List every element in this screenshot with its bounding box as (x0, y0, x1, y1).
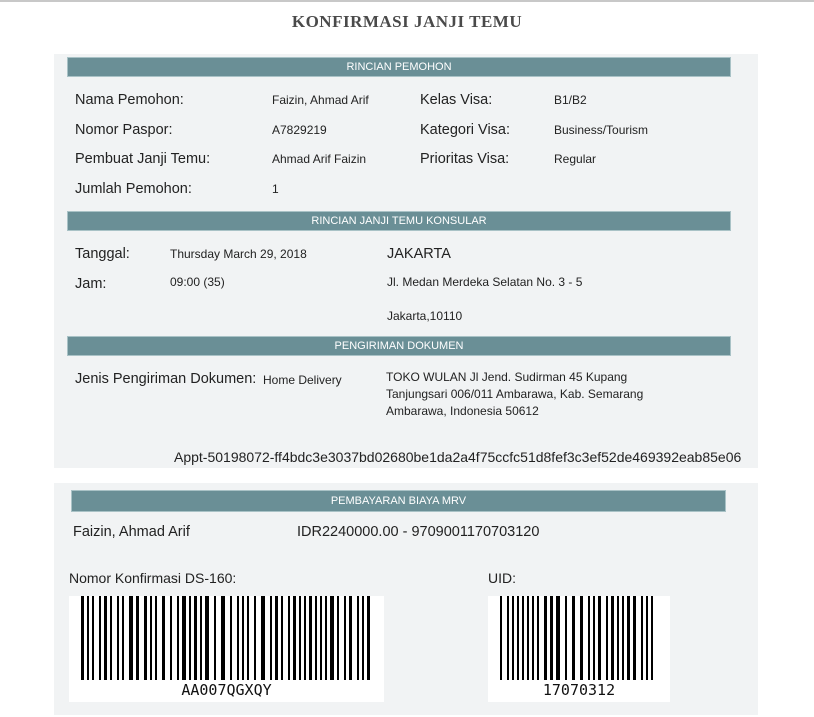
visa-class-label: Kelas Visa: (420, 92, 493, 108)
time-value: 09:00 (35) (170, 275, 225, 289)
delivery-section-header: PENGIRIMAN DOKUMEN (67, 336, 731, 356)
ds160-barcode-bar-6 (117, 596, 119, 680)
ds160-barcode-bar-0 (81, 596, 84, 680)
consulate-address-line1: Jl. Medan Merdeka Selatan No. 3 - 5 (387, 275, 583, 289)
uid-barcode-bar-2 (512, 596, 514, 680)
uid-barcode-text: 17070312 (542, 681, 616, 699)
uid-barcode-bar-10 (556, 596, 560, 680)
payment-name: Faizin, Ahmad Arif (73, 524, 190, 540)
ds160-barcode-bar-46 (367, 596, 370, 680)
passport-label: Nomor Paspor: (75, 122, 173, 138)
ds160-barcode-bar-1 (87, 596, 89, 680)
ds160-barcode-bar-29 (270, 596, 272, 680)
uid-barcode-bar-11 (565, 596, 567, 680)
time-label: Jam: (75, 276, 107, 292)
uid-barcode-bars (488, 596, 670, 680)
ds160-label: Nomor Konfirmasi DS-160: (69, 570, 237, 586)
applicant-name-label: Nama Pemohon: (75, 92, 184, 108)
ds160-barcode-bar-16 (182, 596, 186, 680)
ds160-barcode-bar-21 (214, 596, 216, 680)
ds160-barcode-bar-41 (337, 596, 339, 680)
ds160-barcode-bar-14 (170, 596, 172, 680)
uid-barcode-bar-6 (532, 596, 534, 680)
ds160-barcode-bar-9 (136, 596, 139, 680)
uid-barcode-bar-3 (517, 596, 519, 680)
applicant-name-value: Faizin, Ahmad Arif (272, 93, 369, 107)
ds160-barcode-bar-20 (205, 596, 209, 680)
ds160-barcode-bar-18 (194, 596, 197, 680)
ds160-barcode-bar-39 (325, 596, 327, 680)
appointment-section-header: RINCIAN JANJI TEMU KONSULAR (67, 211, 731, 231)
uid-label: UID: (488, 570, 516, 586)
uid-barcode-bar-21 (627, 596, 630, 680)
visa-priority-label: Prioritas Visa: (420, 151, 510, 167)
page-title: KONFIRMASI JANJI TEMU (291, 12, 523, 31)
applicant-count-value: 1 (272, 182, 279, 196)
ds160-barcode-bar-13 (162, 596, 165, 680)
ds160-barcode-bar-8 (129, 596, 133, 680)
uid-barcode-bar-13 (580, 596, 583, 680)
date-label: Tanggal: (75, 246, 130, 262)
applicant-count-label: Jumlah Pemohon: (75, 181, 192, 197)
uid-barcode-bar-20 (622, 596, 624, 680)
uid-barcode-bar-16 (598, 596, 601, 680)
ds160-barcode-bar-7 (122, 596, 124, 680)
ds160-barcode-bar-35 (304, 596, 306, 680)
ds160-barcode-bar-27 (254, 596, 256, 680)
passport-value: A7829219 (272, 123, 327, 137)
uid-barcode-bar-8 (544, 596, 547, 680)
consulate-address-line2: Jakarta,10110 (387, 309, 463, 323)
ds160-barcode-bar-26 (247, 596, 249, 680)
appointment-maker-label: Pembuat Janji Temu: (75, 151, 211, 167)
ds160-barcode-text: AA007QGXQY (181, 681, 272, 699)
payment-amount: IDR2240000.00 - 9709001170703120 (297, 524, 540, 540)
top-border (0, 0, 814, 2)
uid-barcode-bar-9 (550, 596, 553, 680)
uid-barcode-bar-14 (588, 596, 590, 680)
ds160-barcode-bar-3 (99, 596, 101, 680)
uid-barcode-bar-12 (572, 596, 575, 680)
ds160-barcode-bars (69, 596, 384, 680)
uid-barcode (488, 596, 670, 702)
delivery-address: TOKO WULAN Jl Jend. Sudirman 45 Kupang Tanjungsari 006/011 Ambarawa, Kab. Semarang Ambarawa, Indonesia 50612 (386, 370, 644, 418)
uid-barcode-bar-24 (646, 596, 648, 680)
visa-class-value: B1/B2 (554, 93, 587, 107)
ds160-barcode-bar-42 (344, 596, 346, 680)
uid-barcode-bar-19 (617, 596, 619, 680)
ds160-barcode-bar-37 (315, 596, 317, 680)
uid-barcode-bar-23 (641, 596, 643, 680)
uid-barcode-bar-17 (606, 596, 608, 680)
appointment-id: Appt-50198072-ff4bdc3e3037bd02680be1da2a4f75ccfc51d8fef3c3ef52de469392eab85e06 (174, 449, 742, 465)
delivery-type-value: Home Delivery (263, 373, 342, 387)
ds160-barcode-bar-24 (237, 596, 239, 680)
uid-barcode-bar-7 (537, 596, 539, 680)
ds160-barcode-bar-33 (293, 596, 296, 680)
applicant-section-header: RINCIAN PEMOHON (67, 57, 731, 77)
ds160-barcode-bar-38 (320, 596, 322, 680)
ds160-barcode-bar-22 (221, 596, 225, 680)
ds160-barcode-bar-4 (104, 596, 107, 680)
ds160-barcode-bar-2 (92, 596, 94, 680)
payment-section-header: PEMBAYARAN BIAYA MRV (71, 490, 726, 512)
ds160-barcode-bar-44 (357, 596, 359, 680)
visa-priority-value: Regular (554, 152, 597, 166)
ds160-barcode-bar-28 (261, 596, 265, 680)
ds160-barcode-bar-17 (189, 596, 191, 680)
ds160-barcode-bar-5 (110, 596, 112, 680)
ds160-barcode (69, 596, 384, 702)
ds160-barcode-bar-11 (150, 596, 152, 680)
ds160-barcode-bar-36 (309, 596, 312, 680)
ds160-barcode-bar-32 (288, 596, 290, 680)
visa-category-label: Kategori Visa: (420, 122, 511, 138)
ds160-barcode-bar-12 (155, 596, 157, 680)
ds160-barcode-bar-40 (330, 596, 334, 680)
consulate-city: JAKARTA (387, 246, 451, 262)
uid-barcode-bar-15 (593, 596, 595, 680)
uid-barcode-bar-22 (633, 596, 636, 680)
ds160-barcode-bar-19 (200, 596, 202, 680)
uid-barcode-bar-0 (500, 596, 502, 680)
delivery-type-label: Jenis Pengiriman Dokumen: (75, 371, 257, 387)
ds160-barcode-bar-15 (177, 596, 179, 680)
visa-category-value: Business/Tourism (554, 123, 649, 137)
uid-barcode-bar-25 (651, 596, 653, 680)
ds160-barcode-bar-34 (299, 596, 301, 680)
appointment-maker-value: Ahmad Arif Faizin (272, 152, 367, 166)
ds160-barcode-bar-43 (349, 596, 352, 680)
date-value: Thursday March 29, 2018 (170, 247, 307, 261)
ds160-barcode-bar-30 (275, 596, 278, 680)
ds160-barcode-bar-23 (230, 596, 232, 680)
ds160-barcode-bar-10 (144, 596, 147, 680)
ds160-barcode-bar-25 (242, 596, 244, 680)
uid-barcode-bar-1 (507, 596, 509, 680)
ds160-barcode-bar-45 (362, 596, 364, 680)
uid-barcode-bar-5 (527, 596, 529, 680)
uid-barcode-bar-18 (611, 596, 614, 680)
ds160-barcode-bar-31 (281, 596, 283, 680)
uid-barcode-bar-4 (522, 596, 524, 680)
